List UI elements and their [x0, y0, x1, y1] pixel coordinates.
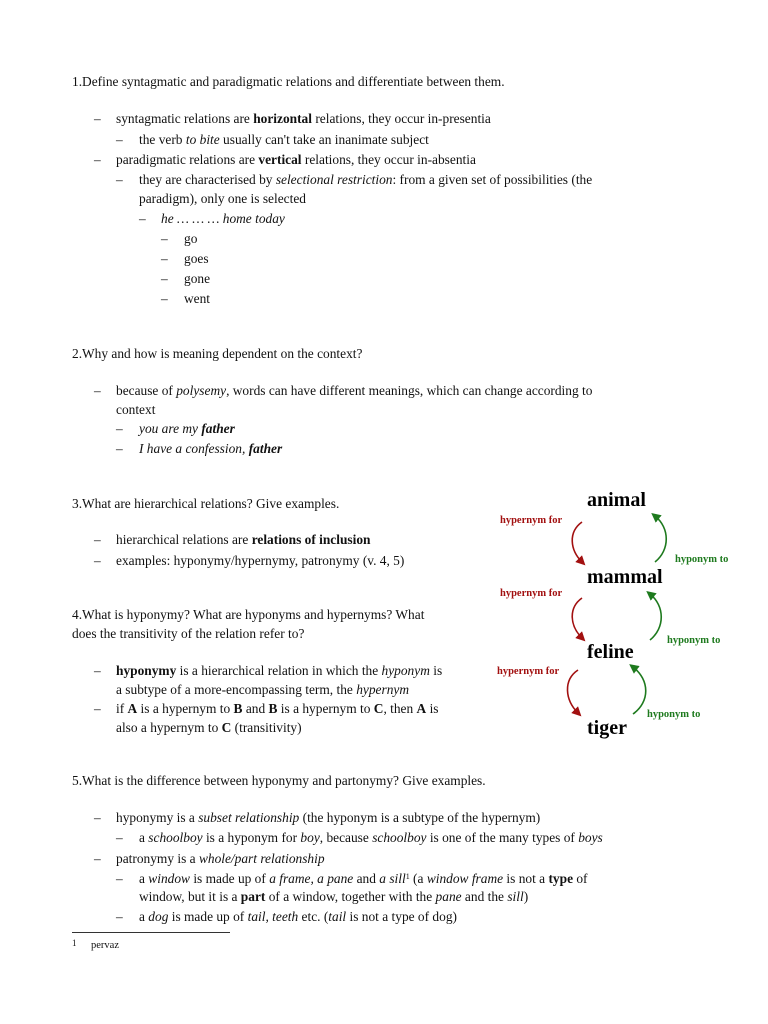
q2-title: 2.Why and how is meaning dependent on the context?	[72, 346, 363, 361]
dash: –	[116, 441, 123, 456]
hypernym-label: hypernym for	[500, 588, 563, 599]
q4-bullet-2: if A is a hypernym to B and B is a hypernym to C, then A is	[116, 701, 439, 716]
footnote-text: pervaz	[91, 940, 119, 951]
q2-bullet-1-cont: context	[116, 402, 156, 417]
q1-bullet-1: syntagmatic relations are horizontal relations, they occur in-presentia	[116, 111, 491, 126]
diagram-word-tiger: tiger	[587, 717, 627, 739]
q2-example-2: I have a confession, father	[139, 441, 283, 456]
verb-form: gone	[184, 271, 211, 286]
dash: –	[94, 532, 101, 547]
q5-bullet-1: hyponymy is a subset relationship (the hyponym is a subtype of the hypernym)	[116, 810, 541, 825]
hyponym-label: hyponym to	[675, 554, 729, 565]
q4-bullet-2-cont: also a hypernym to C (transitivity)	[116, 720, 302, 735]
verb-form: went	[184, 291, 211, 306]
dash: –	[139, 211, 146, 226]
hypernym-arrow	[572, 598, 582, 638]
dash: –	[94, 152, 101, 167]
hyponym-label: hyponym to	[667, 635, 721, 646]
dash: –	[116, 909, 123, 924]
hierarchy-diagram	[490, 480, 750, 745]
q5-title: 5.What is the difference between hyponymy and partonymy? Give examples.	[72, 773, 486, 788]
dash: –	[161, 291, 168, 306]
q4-bullet-1-cont: a subtype of a more-encompassing term, the hypernym	[116, 682, 410, 697]
hyponym-label: hyponym to	[647, 709, 701, 720]
dash: –	[116, 871, 123, 886]
q3-title: 3.What are hierarchical relations? Give examples.	[72, 496, 340, 511]
hypernym-label: hypernym for	[497, 666, 560, 677]
dash: –	[94, 701, 101, 716]
dash: –	[94, 663, 101, 678]
footnote-mark: 1	[72, 938, 77, 948]
dash: –	[116, 172, 123, 187]
q4-bullet-1: hyponymy is a hierarchical relation in which the hyponym is	[116, 663, 443, 678]
hypernym-label: hypernym for	[500, 515, 563, 526]
q5-bullet-2a-cont: window, but it is a part of a window, together with the pane and the sill)	[139, 889, 529, 904]
q1-bullet-1a: the verb to bite usually can't take an inanimate subject	[139, 132, 429, 147]
hyponym-arrow	[650, 594, 661, 640]
q3-bullet-2: examples: hyponymy/hypernymy, patronymy (v. 4, 5)	[116, 553, 405, 568]
hypernym-arrow	[567, 670, 578, 713]
q2-example-1: you are my father	[139, 421, 235, 436]
q5-bullet-2b: a dog is made up of tail, teeth etc. (tail is not a type of dog)	[139, 909, 457, 924]
q1-bullet-2: paradigmatic relations are vertical relations, they occur in-absentia	[116, 152, 476, 167]
diagram-word-feline: feline	[587, 641, 634, 663]
dash: –	[94, 383, 101, 398]
hypernym-arrow	[572, 522, 582, 562]
hyponym-arrow	[655, 516, 666, 562]
dash: –	[94, 111, 101, 126]
q1-bullet-2a-cont: paradigm), only one is selected	[139, 191, 306, 206]
q4-title: 4.What is hyponymy? What are hyponyms and hypernyms? What	[72, 607, 425, 622]
q1-example: he … … … home today	[161, 211, 285, 226]
dash: –	[161, 271, 168, 286]
dash: –	[94, 810, 101, 825]
footnote-rule	[72, 932, 230, 933]
dash: –	[94, 553, 101, 568]
dash: –	[116, 132, 123, 147]
q5-bullet-1a: a schoolboy is a hyponym for boy, because schoolboy is one of the many types of boys	[139, 830, 603, 845]
q1-bullet-2a: they are characterised by selectional restriction: from a given set of possibilities (the	[139, 172, 593, 187]
dash: –	[94, 851, 101, 866]
q4-title-cont: does the transitivity of the relation refer to?	[72, 626, 305, 641]
dash: –	[161, 231, 168, 246]
diagram-word-animal: animal	[587, 489, 646, 511]
q5-bullet-2: patronymy is a whole/part relationship	[116, 851, 325, 866]
dash: –	[116, 421, 123, 436]
diagram-word-mammal: mammal	[587, 566, 663, 588]
hyponym-arrow	[633, 667, 646, 714]
verb-form: go	[184, 231, 198, 246]
verb-form: goes	[184, 251, 209, 266]
q3-bullet-1: hierarchical relations are relations of inclusion	[116, 532, 371, 547]
q5-bullet-2a: a window is made up of a frame, a pane and a sill$^1$ (a window frame is not a type of	[139, 871, 588, 886]
q2-bullet-1: because of polysemy, words can have different meanings, which can change according to	[116, 383, 593, 398]
q1-title: 1.Define syntagmatic and paradigmatic relations and differentiate between them.	[72, 74, 505, 89]
dash: –	[161, 251, 168, 266]
dash: –	[116, 830, 123, 845]
